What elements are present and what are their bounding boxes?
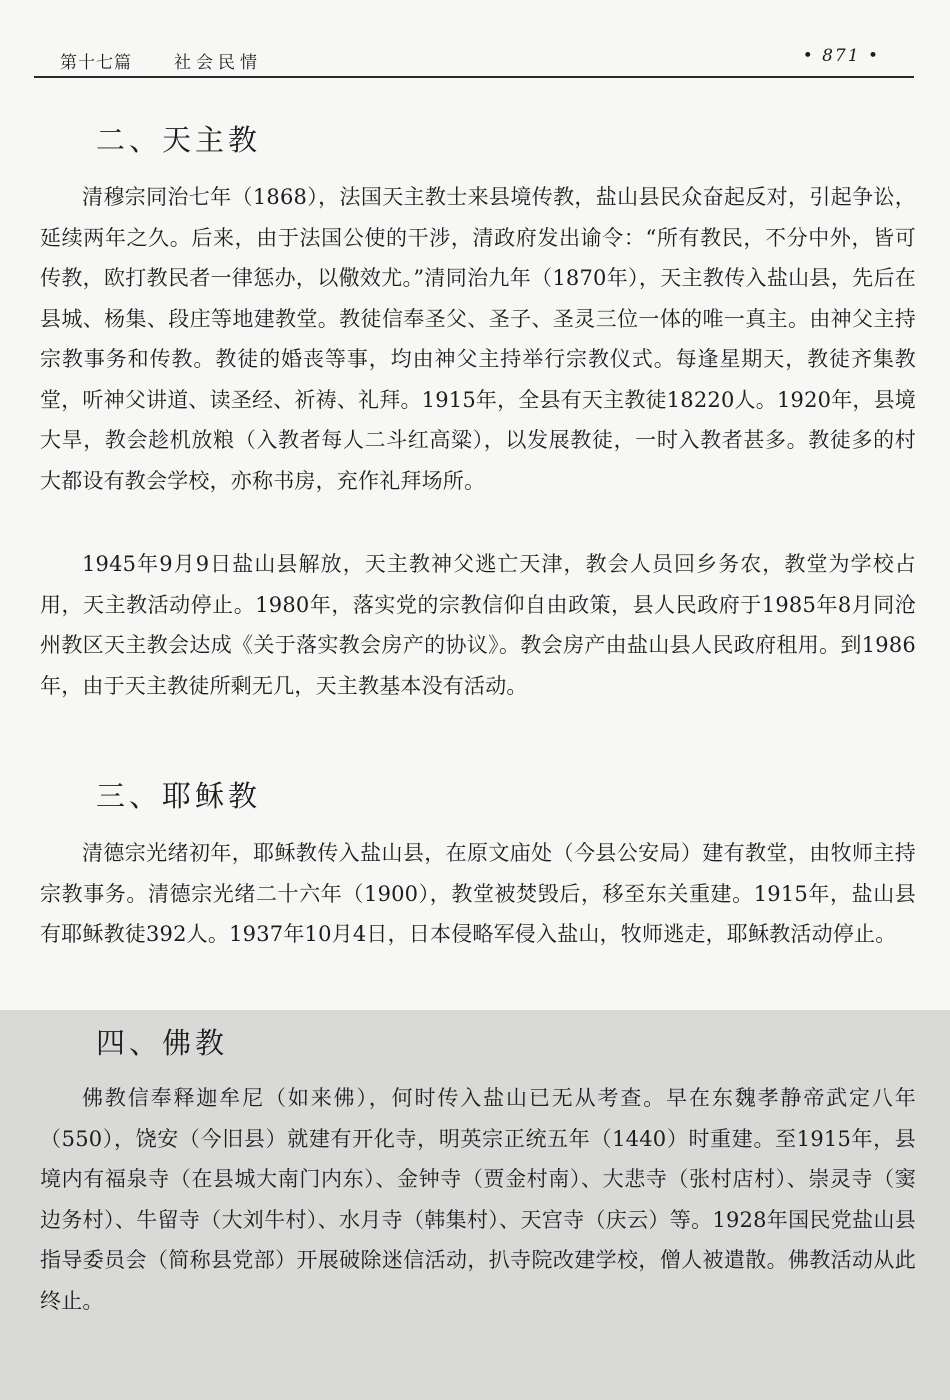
section-heading: 二、天主教 — [96, 123, 262, 157]
paragraph: 佛教信奉释迦牟尼（如来佛），何时传入盐山已无从考查。早在东魏孝静帝武定八年（550），饶安（今旧县）就建有开化寺，明英宗正统五年（1440）时重建。至1915年，县境内有福泉寺（在县城大南门内东）、金钟寺（贾金村南）、大悲寺（张村店村）、崇灵寺（窦边务村）、牛留寺（大刘牛村）、水月寺（韩集村）、天宫寺（庆云）等。1928年国民党盐山县指导委员会（简称县党部）开展破除迷信活动，扒寺院改建学校，僧人被遣散。佛教活动从此终止。 — [40, 1086, 916, 1313]
page-number: • 871 • — [802, 46, 880, 66]
paragraph: 1945年9月9日盐山县解放，天主教神父逃亡天津，教会人员回乡务农，教堂为学校占用，天主教活动停止。1980年，落实党的宗教信仰自由政策，县人民政府于1985年8月同沧州教区天主教会达成《关于落实教会房产的协议》。教会房产由盐山县人民政府租用。到1986年，由于天主教徒所剩无几，天主教基本没有活动。 — [40, 552, 916, 698]
header-chapter: 第十七篇 — [60, 53, 132, 73]
running-header — [34, 40, 914, 78]
paragraph: 清德宗光绪初年，耶稣教传入盐山县，在原文庙处（今县公安局）建有教堂，由牧师主持宗教事务。清德宗光绪二十六年（1900），教堂被焚毁后，移至东关重建。1915年，盐山县有耶稣教徒392人。1937年10月4日，日本侵略军侵入盐山，牧师逃走，耶稣教活动停止。 — [40, 841, 916, 946]
section-heading: 四、佛教 — [96, 1026, 229, 1060]
paragraph: 清穆宗同治七年（1868），法国天主教士来县境传教，盐山县民众奋起反对，引起争讼，延续两年之久。后来，由于法国公使的干涉，清政府发出谕令：“所有教民，不分中外，皆可传教，欧打教民者一律惩办，以儆效尤。”清同治九年（1870年），天主教传入盐山县，先后在县城、杨集、段庄等地建教堂。教徒信奉圣父、圣子、圣灵三位一体的唯一真主。由神父主持宗教事务和传教。教徒的婚丧等事，均由神父主持举行宗教仪式。每逢星期天，教徒齐集教堂，听神父讲道、读圣经、祈祷、礼拜。1915年，全县有天主教徒18220人。1920年，县境大旱，教会趁机放粮（入教者每人二斗红高粱），以发展教徒，一时入教者甚多。教徒多的村大都设有教会学校，亦称书房，充作礼拜场所。 — [40, 185, 916, 493]
header-section: 社会民情 — [174, 53, 262, 73]
section-heading: 三、耶稣教 — [96, 779, 262, 813]
